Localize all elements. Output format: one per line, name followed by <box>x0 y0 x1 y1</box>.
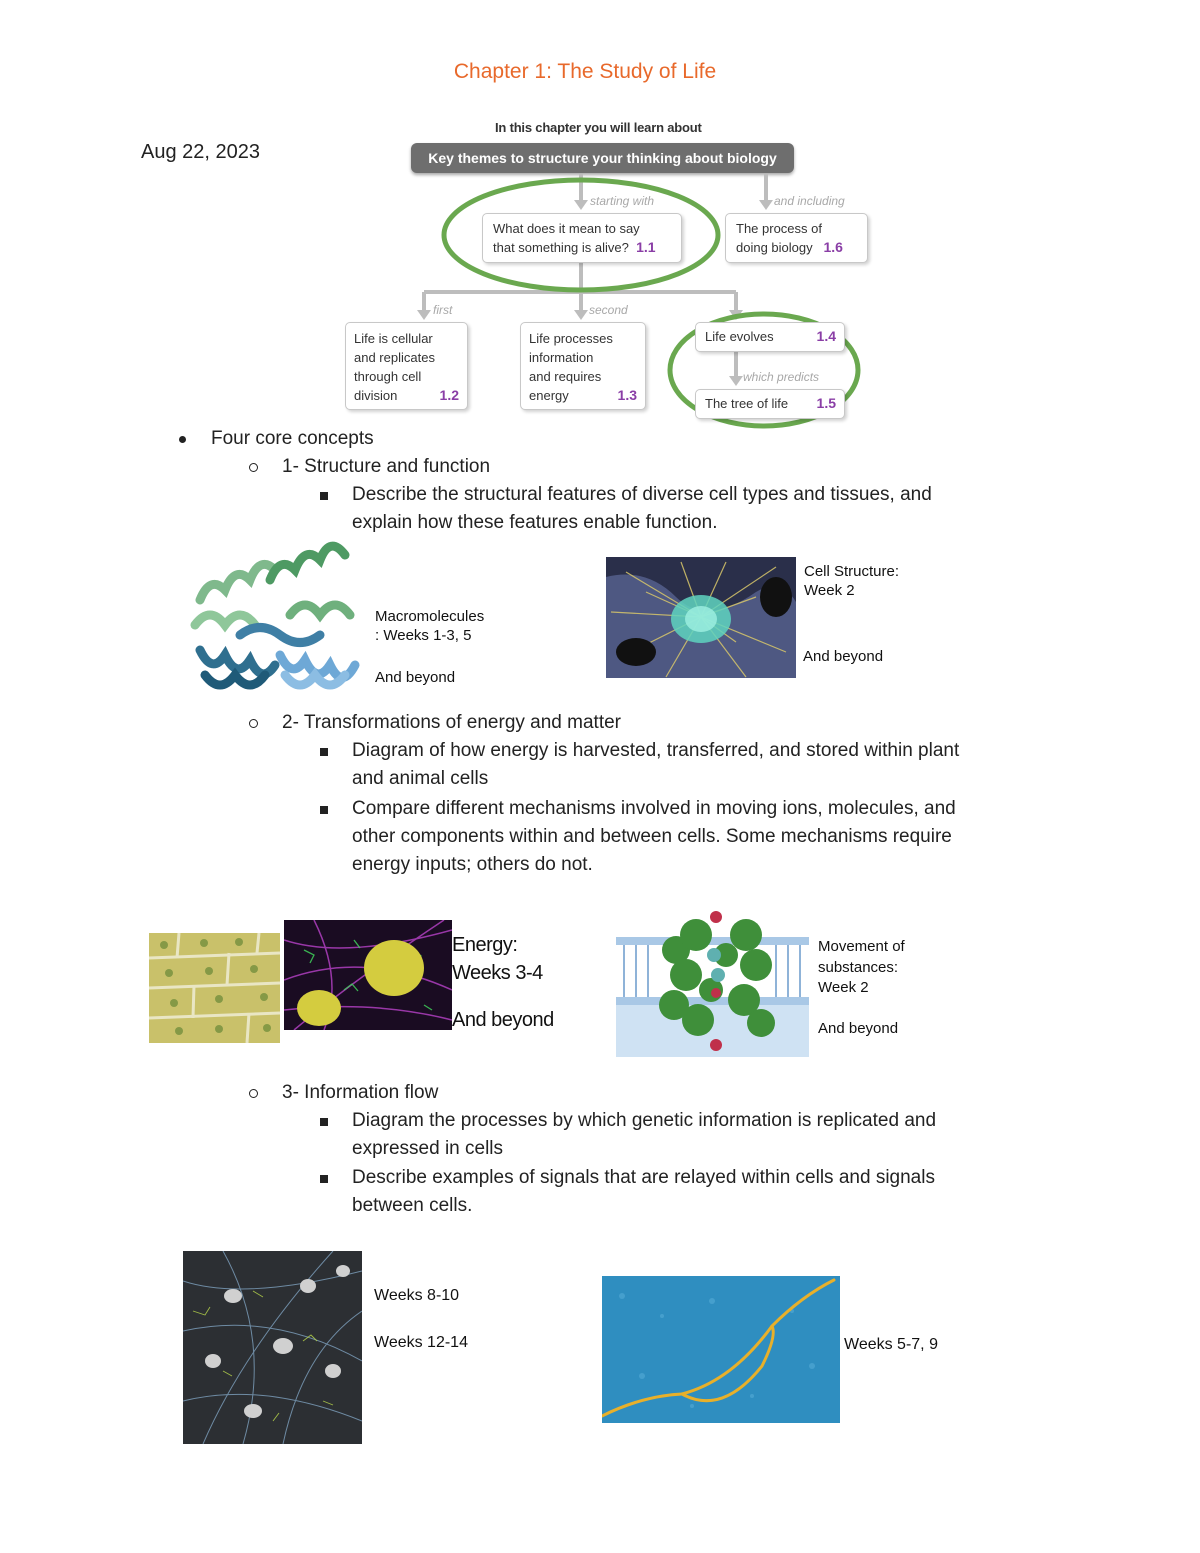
alive-line-1: What does it mean to say <box>493 221 640 236</box>
caption-macromolecules-1: Macromolecules <box>375 608 485 625</box>
caption-movement-2: substances: <box>818 959 899 976</box>
concept-box-evolves <box>695 322 845 352</box>
cellular-line-1: Life is cellular <box>354 331 433 346</box>
animal-cells-image <box>284 920 452 1030</box>
label-starting-with: starting with <box>590 194 655 208</box>
concept-3-item-b <box>352 1164 935 1220</box>
dna-micrograph-image <box>602 1276 840 1423</box>
info-line-2: information <box>529 350 594 365</box>
concept-3-item-a-line-1: Diagram the processes by which genetic information is replicated and <box>352 1110 937 1131</box>
concept-2-item-b-line-3: energy inputs; others do not. <box>352 854 593 875</box>
concept-box-cellular <box>345 322 468 410</box>
bullet-square <box>320 1118 328 1126</box>
concept-box-information <box>520 322 646 410</box>
caption-neurons-1: Weeks 8-10 <box>374 1287 460 1304</box>
concept-2-item-a-line-1: Diagram of how energy is harvested, transferred, and stored within plant <box>352 740 960 761</box>
bullet-circle <box>249 1089 258 1098</box>
concept-box-alive <box>482 213 682 263</box>
concept-box-process <box>725 213 868 263</box>
caption-cell-structure-3: And beyond <box>803 648 884 665</box>
protein-structure-image <box>180 540 366 700</box>
evolves-number: 1.4 <box>816 328 836 344</box>
alive-number: 1.1 <box>636 239 656 255</box>
plant-cells-image <box>149 933 280 1043</box>
caption-energy-3: And beyond <box>452 1009 554 1031</box>
outline-main: Four core concepts <box>211 428 374 449</box>
info-line-3: and requires <box>529 369 602 384</box>
concept-2-heading: 2- Transformations of energy and matter <box>282 712 621 733</box>
process-line-2: doing biology <box>736 240 813 255</box>
page-title: Chapter 1: The Study of Life <box>453 60 717 83</box>
neurons-image <box>183 1251 362 1444</box>
concept-box-tree <box>695 389 845 419</box>
label-second: second <box>589 303 628 317</box>
concept-1-heading: 1- Structure and function <box>282 456 491 477</box>
cellular-line-4: division <box>354 388 398 403</box>
info-line-4: energy <box>529 388 569 403</box>
concept-2-item-a-line-2: and animal cells <box>352 768 489 789</box>
evolves-text: Life evolves <box>705 329 774 344</box>
concept-map-intro: In this chapter you will learn about <box>495 120 702 135</box>
concept-1-item-line-1: Describe the structural features of diverse cell types and tissues, and <box>352 484 932 505</box>
membrane-channel-image <box>616 905 809 1057</box>
concept-2-item-b-line-2: other components within and between cells. Some mechanisms require <box>352 826 952 847</box>
date: Aug 22, 2023 <box>141 141 260 163</box>
concept-3-item-a-line-2: expressed in cells <box>352 1138 504 1159</box>
alive-line-2: that something is alive? <box>493 240 629 255</box>
caption-dna: Weeks 5-7, 9 <box>844 1336 938 1353</box>
bullet-square <box>320 806 328 814</box>
cellular-line-3: through cell <box>354 369 422 384</box>
concept-2-item-b <box>352 795 956 879</box>
concept-3-heading: 3- Information flow <box>282 1082 439 1103</box>
caption-cell-structure-2: Week 2 <box>804 582 855 599</box>
cellular-number: 1.2 <box>439 387 459 403</box>
caption-neurons-2: Weeks 12-14 <box>374 1334 468 1351</box>
caption-movement-1: Movement of <box>818 938 905 955</box>
caption-energy-1: Energy: <box>452 934 518 956</box>
tree-number: 1.5 <box>816 395 836 411</box>
concept-1-item-line-2: explain how these features enable function. <box>352 512 718 533</box>
bullet-square <box>320 492 328 500</box>
bullet-circle <box>249 463 258 472</box>
bullet-square <box>320 748 328 756</box>
cellular-line-2: and replicates <box>354 350 435 365</box>
bullet-circle <box>249 719 258 728</box>
concept-2-item-a <box>352 737 959 793</box>
caption-macromolecules-2: : Weeks 1-3, 5 <box>375 627 472 644</box>
bullet-dot <box>179 436 186 443</box>
concept-3-item-a <box>352 1107 936 1163</box>
concept-3-item-b-line-1: Describe examples of signals that are relayed within cells and signals <box>352 1167 935 1188</box>
process-line-1: The process of <box>736 221 822 236</box>
label-first: first <box>433 303 453 317</box>
caption-macromolecules-3: And beyond <box>375 669 456 686</box>
caption-movement-3: Week 2 <box>818 979 869 996</box>
process-number: 1.6 <box>823 239 843 255</box>
caption-movement-4: And beyond <box>818 1020 899 1037</box>
concept-3-item-b-line-2: between cells. <box>352 1195 473 1216</box>
label-and-including: and including <box>774 194 845 208</box>
bullet-square <box>320 1175 328 1183</box>
info-number: 1.3 <box>617 387 637 403</box>
concept-1-item <box>352 481 932 537</box>
label-which-predicts: which predicts <box>743 370 820 384</box>
tree-text: The tree of life <box>705 396 789 411</box>
info-line-1: Life processes <box>529 331 613 346</box>
concept-map-banner: Key themes to structure your thinking about biology <box>411 143 794 173</box>
concept-2-item-b-line-1: Compare different mechanisms involved in moving ions, molecules, and <box>352 798 956 819</box>
caption-energy-2: Weeks 3-4 <box>452 962 543 984</box>
caption-cell-structure-1: Cell Structure: <box>804 563 900 580</box>
cell-structure-image <box>606 557 796 678</box>
